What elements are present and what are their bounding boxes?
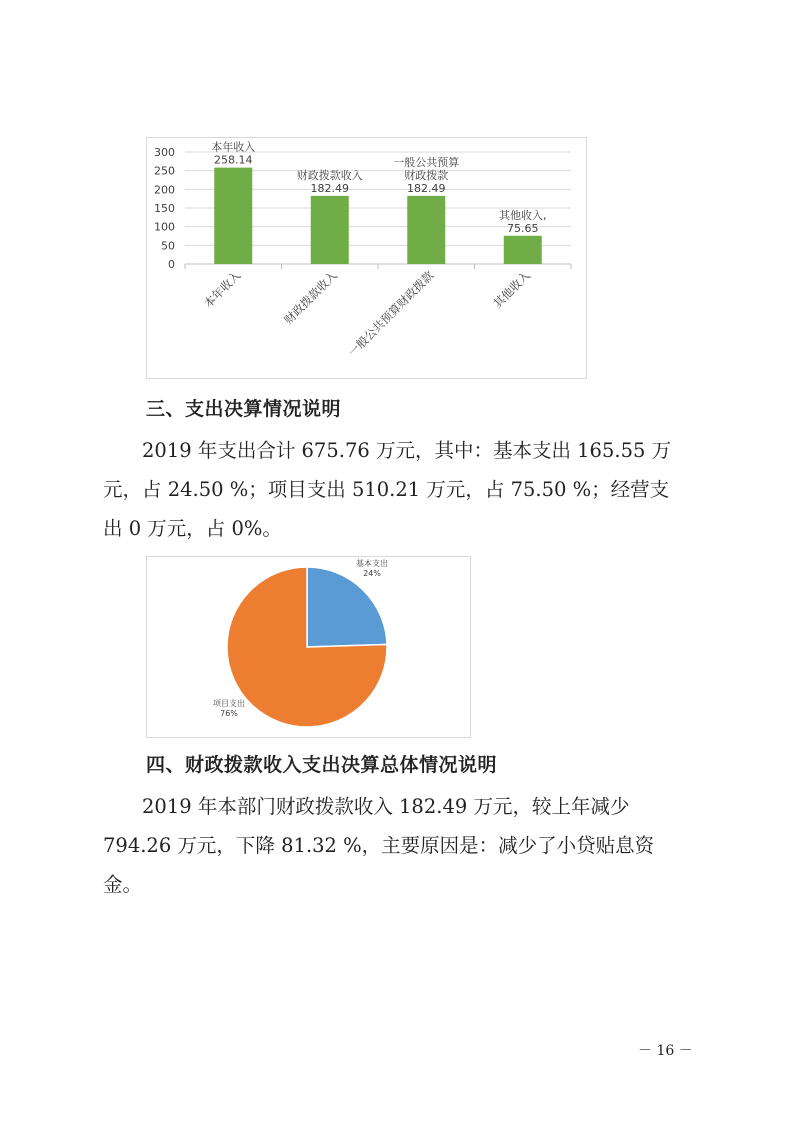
data-label: 本年收入 <box>211 140 256 154</box>
x-tick-label: 财政拨款收入 <box>281 268 340 327</box>
bar <box>407 196 445 264</box>
data-label: 258.14 <box>214 153 253 167</box>
section4-heading: 四、财政拨款收入支出决算总体情况说明 <box>146 754 498 776</box>
income-bar-chart-svg <box>147 138 586 378</box>
y-tick-label: 200 <box>154 183 175 197</box>
y-tick-label: 250 <box>154 164 175 178</box>
x-tick-label: 一般公共预算财政拨款 <box>345 268 437 360</box>
bar <box>311 196 349 264</box>
income-bar-chart <box>146 137 587 379</box>
section3-paragraph <box>103 431 693 548</box>
page-number: － 16 － <box>638 1043 693 1059</box>
y-tick-label: 150 <box>154 202 175 215</box>
slice-label: 项目支出 <box>213 699 245 708</box>
data-label: 一般公共预算 <box>393 155 460 169</box>
y-tick-label: 50 <box>161 239 175 253</box>
bar <box>214 168 252 264</box>
data-label: 182.49 <box>407 181 446 195</box>
y-tick-label: 100 <box>154 220 175 234</box>
section4-line: 金。 <box>103 873 143 896</box>
data-label: 182.49 <box>310 181 349 195</box>
section4-paragraph <box>103 787 693 904</box>
expense-pie-chart <box>146 556 471 738</box>
x-tick-label: 本年收入 <box>200 268 244 311</box>
expense-pie-chart-svg <box>147 557 470 737</box>
slice-percent-label: 76% <box>220 709 238 718</box>
section3-line: 2019 年支出合计 675.76 万元，其中：基本支出 165.55 万 <box>142 439 672 462</box>
slice-label: 基本支出 <box>356 559 388 568</box>
section3-heading: 三、支出决算情况说明 <box>146 398 342 420</box>
x-tick-label: 其他收入 <box>490 268 533 311</box>
data-label: 75.65 <box>507 221 539 235</box>
data-label: 财政拨款收入 <box>296 168 363 182</box>
section4-line: 794.26 万元，下降 81.32 %，主要原因是：减少了小贷贴息资 <box>103 834 655 857</box>
data-label: 财政拨款 <box>404 168 449 182</box>
bar <box>504 236 542 264</box>
section4-line: 2019 年本部门财政拨款收入 182.49 万元，较上年减少 <box>142 795 630 818</box>
section3-line: 元，占 24.50 %；项目支出 510.21 万元，占 75.50 %；经营支 <box>103 478 670 501</box>
pie-slice <box>307 567 387 647</box>
slice-percent-label: 24% <box>363 569 381 578</box>
data-label: 其他收入, <box>499 208 547 222</box>
y-tick-label: 0 <box>168 258 175 271</box>
y-tick-label: 300 <box>154 146 175 159</box>
section3-line: 出 0 万元，占 0%。 <box>103 517 282 540</box>
